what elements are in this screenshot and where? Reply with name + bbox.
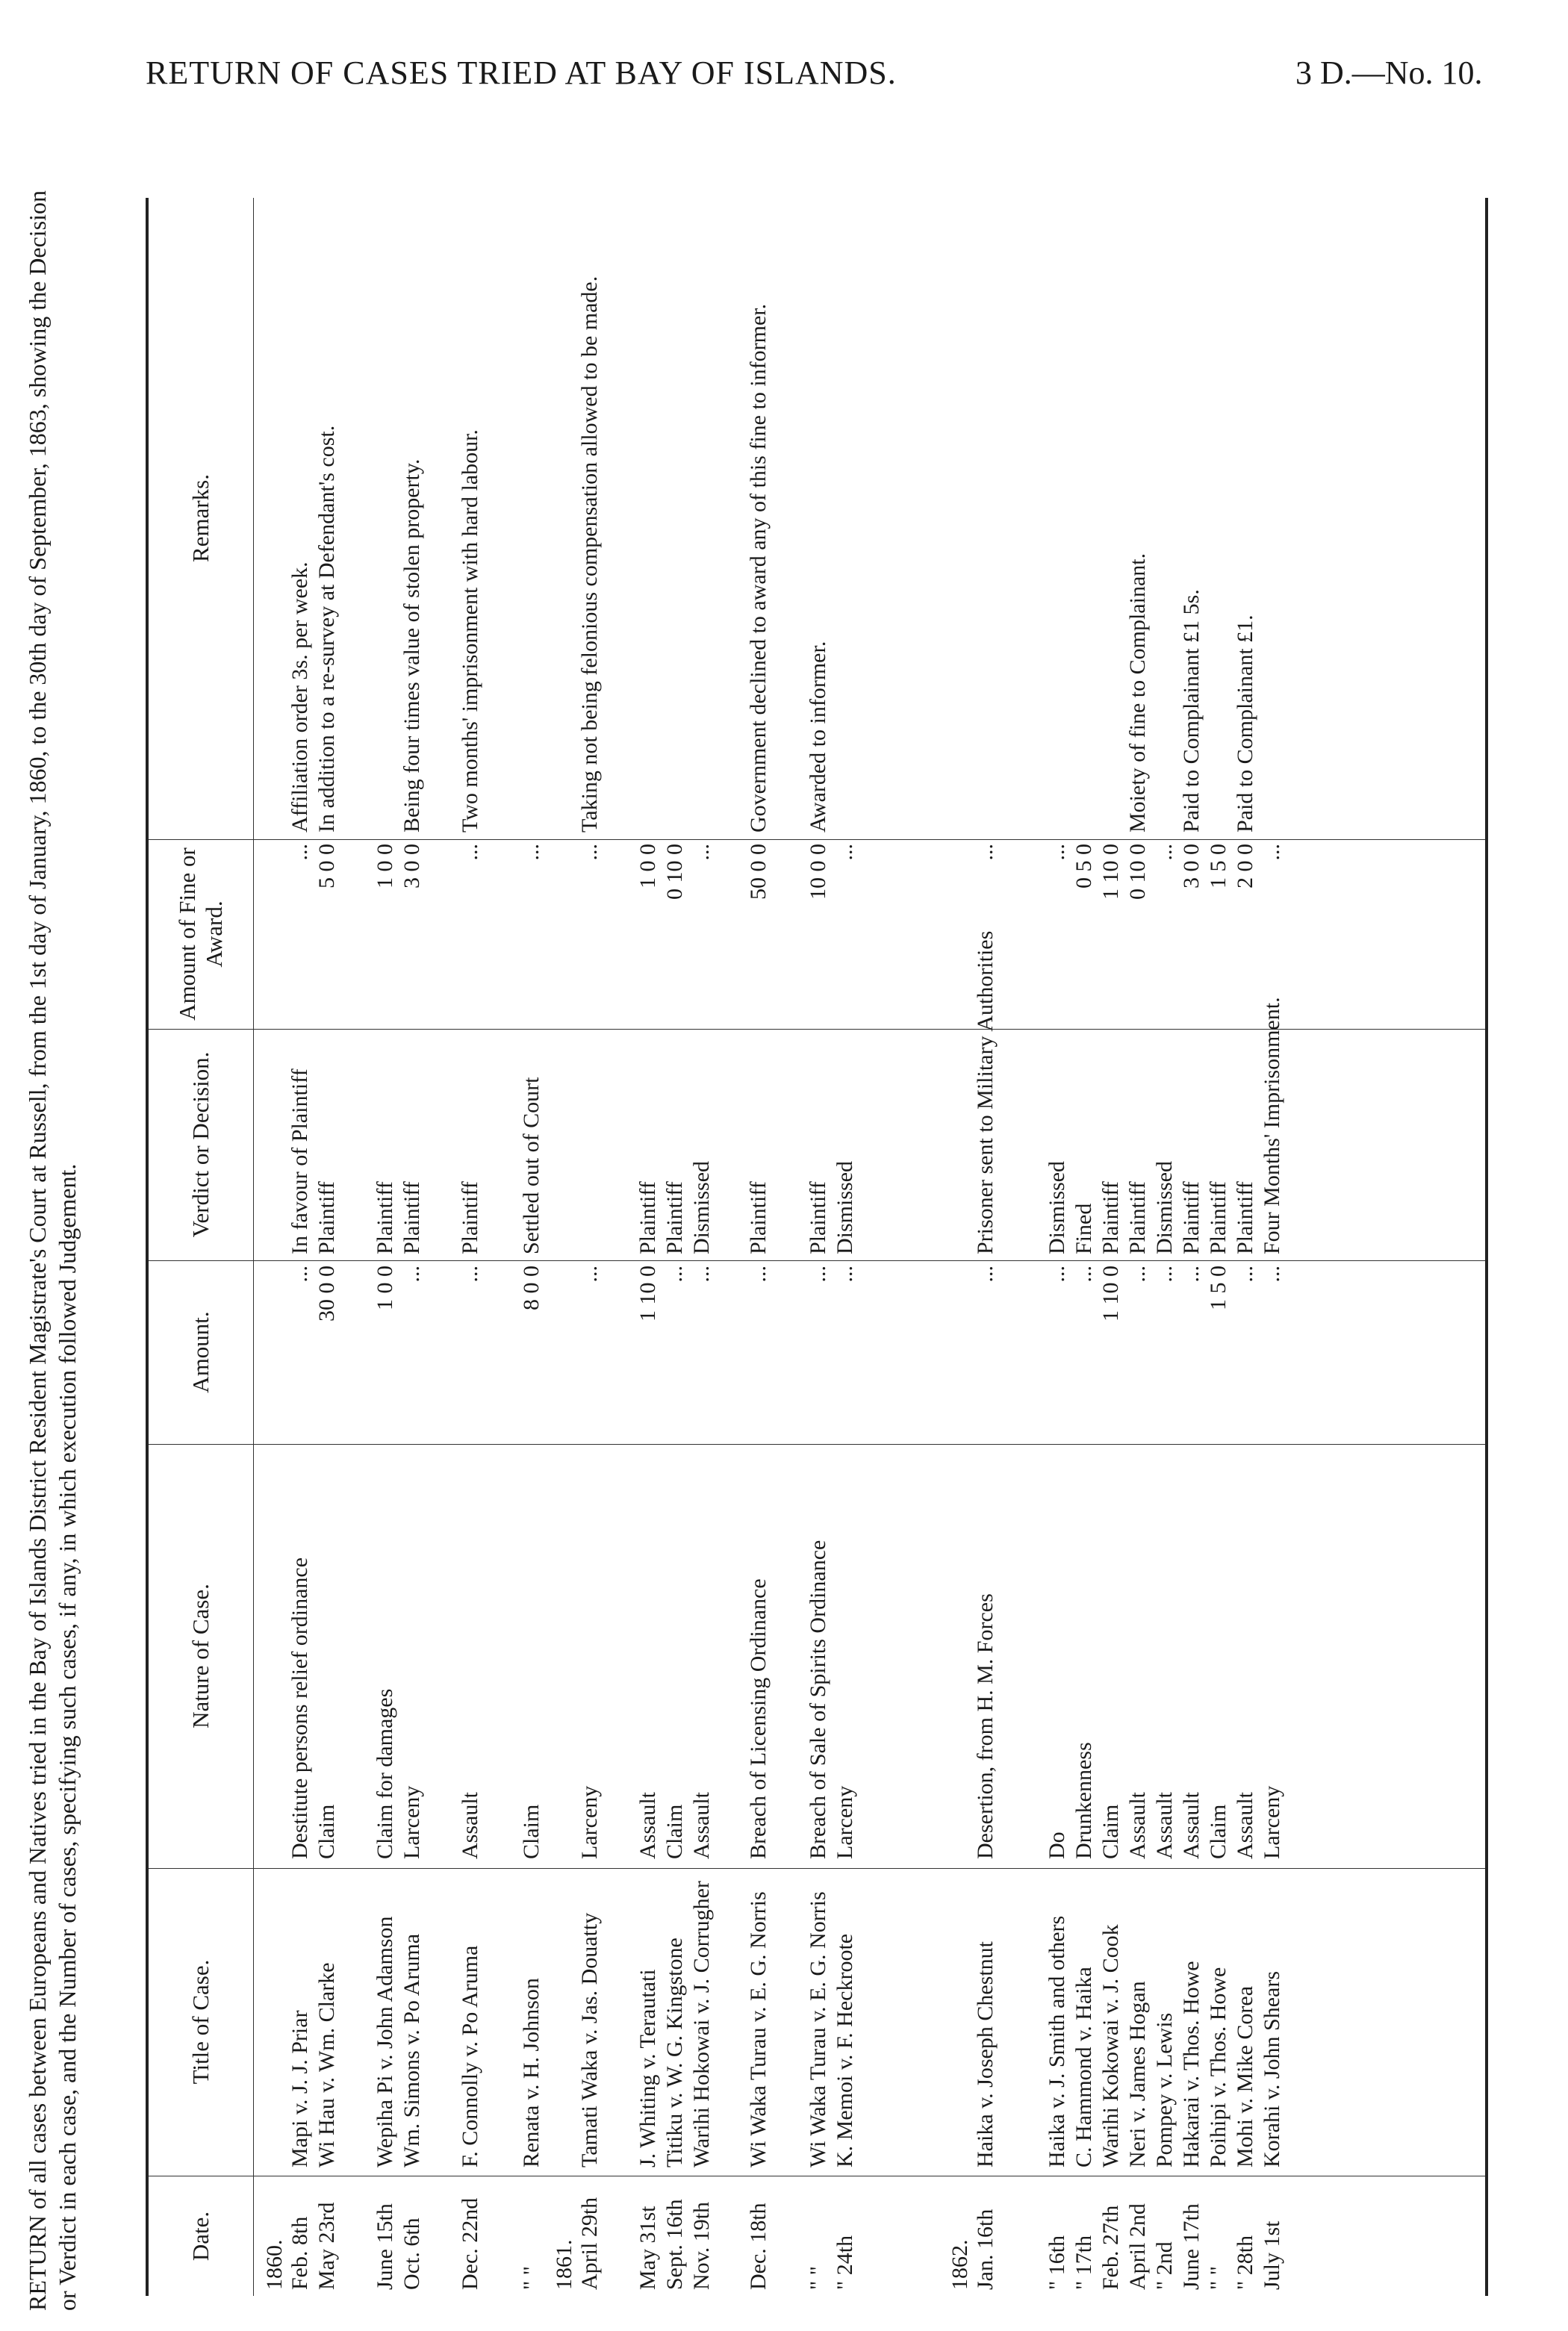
cell-fine: ... xyxy=(1152,844,1177,861)
year-1862: 1862. xyxy=(948,2239,972,2290)
cell-amount: ... xyxy=(1233,1266,1257,1283)
cell-verdict: Plaintiff xyxy=(1233,1181,1257,1254)
cell-verdict: Plaintiff xyxy=(1206,1181,1231,1254)
cell-title: F. Connolly v. Po Aruma xyxy=(458,1945,482,2167)
cell-verdict: Plaintiff xyxy=(458,1181,482,1254)
cell-fine: ... xyxy=(1045,844,1069,861)
column-header-fine: Amount of Fine or Award. xyxy=(174,847,227,1021)
column-header-remarks: Remarks. xyxy=(187,474,214,562)
cell-verdict: Plaintiff xyxy=(1179,1181,1204,1254)
rotated-page-content xyxy=(22,146,1546,2311)
cell-amount: ... xyxy=(662,1266,687,1283)
column-header-title: Title of Case. xyxy=(187,1959,214,2085)
cell-verdict: Dismissed xyxy=(689,1160,714,1254)
cell-fine: 1 0 0 xyxy=(373,844,397,888)
cell-date: Nov. 19th xyxy=(689,2201,714,2290)
cell-title: Wi Waka Turau v. E. G. Norris xyxy=(806,1891,830,2167)
cell-amount: ... xyxy=(458,1266,482,1283)
cell-remarks: Affiliation order 3s. per week. xyxy=(287,561,312,832)
cell-title: Haika v. Joseph Chestnut xyxy=(973,1941,998,2167)
cell-amount: ... xyxy=(973,1266,998,1283)
cell-verdict: Plaintiff xyxy=(373,1181,397,1254)
cell-remarks: Government declined to award any of this fine to informer. xyxy=(746,303,771,832)
cell-remarks: Paid to Complainant £1 5s. xyxy=(1179,589,1204,832)
cell-date: " 24th xyxy=(833,2235,857,2290)
cell-date: Feb. 8th xyxy=(287,2216,312,2290)
document-reference: 3 D.—No. 10. xyxy=(1295,55,1483,91)
cell-date: " 16th xyxy=(1045,2235,1069,2290)
cell-fine: 50 0 0 xyxy=(746,844,771,900)
cell-verdict: Dismissed xyxy=(833,1160,857,1254)
cell-date: May 23rd xyxy=(314,2202,339,2290)
cell-nature: Drunkenness xyxy=(1071,1742,1096,1859)
cell-remarks: Paid to Complainant £1. xyxy=(1233,614,1257,832)
cell-nature: Assault xyxy=(1179,1792,1204,1859)
cell-title: C. Hammond v. Haika xyxy=(1071,1967,1096,2167)
cell-nature: Claim xyxy=(519,1804,544,1859)
cell-fine: ... xyxy=(287,844,312,861)
cell-nature: Desertion, from H. M. Forces xyxy=(973,1593,998,1859)
cell-nature: Claim xyxy=(314,1804,339,1859)
cell-verdict: Fined xyxy=(1071,1203,1096,1254)
header-rule xyxy=(253,198,254,2296)
cell-title: Korahi v. John Shears xyxy=(1260,1970,1284,2167)
cell-date: June 15th xyxy=(373,2203,397,2290)
cell-amount: ... xyxy=(689,1266,714,1283)
cell-title: Pompey v. Lewis xyxy=(1152,2012,1177,2167)
cell-remarks: Two months' imprisonment with hard labour. xyxy=(458,429,482,832)
cell-nature: Assault xyxy=(635,1792,660,1859)
cell-title: Warihi Kokowai v. J. Cook xyxy=(1098,1924,1123,2167)
column-header-date: Date. xyxy=(187,2211,214,2262)
cell-title: Titiku v. W. G. Kingstone xyxy=(662,1938,687,2167)
cell-nature: Claim xyxy=(662,1804,687,1859)
cell-title: Haika v. J. Smith and others xyxy=(1045,1915,1069,2167)
cell-title: Wepiha Pi v. John Adamson xyxy=(373,1916,397,2167)
cell-title: Mohi v. Mike Corea xyxy=(1233,1985,1257,2167)
column-header-amount: Amount. xyxy=(187,1311,214,1393)
cell-date: Dec. 22nd xyxy=(458,2197,482,2290)
cell-amount: ... xyxy=(746,1266,771,1283)
cell-fine: 0 10 0 xyxy=(662,844,687,900)
cell-title: Neri v. James Hogan xyxy=(1125,1981,1150,2167)
cell-nature: Destitute persons relief ordinance xyxy=(287,1557,312,1859)
cell-fine: ... xyxy=(577,844,602,861)
cell-verdict: In favour of Plaintiff xyxy=(287,1068,312,1254)
cell-fine: ... xyxy=(689,844,714,861)
cell-nature: Larceny xyxy=(833,1785,857,1859)
cell-remarks: In addition to a re-survey at Defendant's cost. xyxy=(314,425,339,832)
cell-title: Poihipi v. Thos. Howe xyxy=(1206,1967,1231,2167)
cell-amount: ... xyxy=(1152,1266,1177,1283)
cell-title: Wm. Simons v. Po Aruma xyxy=(399,1933,424,2167)
page-header xyxy=(0,0,1568,112)
cell-amount: ... xyxy=(833,1266,857,1283)
cell-title: Wi Hau v. Wm. Clarke xyxy=(314,1962,339,2167)
cell-remarks: Being four times value of stolen property. xyxy=(399,458,424,832)
cell-verdict: Plaintiff xyxy=(635,1181,660,1254)
cases-table xyxy=(146,198,1488,2296)
cell-verdict: Plaintiff xyxy=(662,1181,687,1254)
cell-fine: ... xyxy=(519,844,544,861)
cell-date: Dec. 18th xyxy=(746,2203,771,2290)
cell-date: " 17th xyxy=(1071,2235,1096,2290)
cell-amount: 1 5 0 xyxy=(1206,1266,1231,1310)
year-1861: 1861. xyxy=(552,2239,576,2290)
cell-nature: Larceny xyxy=(577,1785,602,1859)
cell-fine: ... xyxy=(833,844,857,861)
cell-amount: ... xyxy=(1125,1266,1150,1283)
cell-fine: 0 5 0 xyxy=(1071,844,1096,888)
cell-title: Tamati Waka v. Jas. Douatty xyxy=(577,1912,602,2167)
cell-nature: Larceny xyxy=(1260,1785,1284,1859)
cell-verdict: Plaintiff xyxy=(806,1181,830,1254)
cell-title: Renata v. H. Johnson xyxy=(519,1978,544,2167)
cell-amount: ... xyxy=(1260,1266,1284,1283)
cell-nature: Breach of Sale of Spirits Ordinance xyxy=(806,1540,830,1859)
cell-date: Sept. 16th xyxy=(662,2199,687,2290)
cell-remarks: Taking not being felonious compensation allowed to be made. xyxy=(577,276,602,832)
cell-title: J. Whiting v. Terautati xyxy=(635,1969,660,2167)
cell-amount: ... xyxy=(399,1266,424,1283)
cell-amount: 8 0 0 xyxy=(519,1266,544,1310)
cell-title: Warihi Hokowai v. J. Corrugher xyxy=(689,1881,714,2167)
cell-date: June 17th xyxy=(1179,2203,1204,2290)
cell-verdict: Settled out of Court xyxy=(519,1077,544,1254)
cell-nature: Claim for damages xyxy=(373,1688,397,1859)
cell-fine: ... xyxy=(973,844,998,861)
cell-fine: 0 10 0 xyxy=(1125,844,1150,900)
cell-fine: ... xyxy=(1260,844,1284,861)
cell-date: " " xyxy=(1206,2266,1231,2290)
cell-fine: 5 0 0 xyxy=(314,844,339,888)
cell-verdict: Plaintiff xyxy=(746,1181,771,1254)
cell-remarks: Awarded to informer. xyxy=(806,641,830,832)
cell-amount: 30 0 0 xyxy=(314,1266,339,1322)
cell-nature: Larceny xyxy=(399,1785,424,1859)
cell-verdict: Prisoner sent to Military Authorities xyxy=(973,930,998,1254)
cell-date: July 1st xyxy=(1260,2220,1284,2290)
cell-fine: 3 0 0 xyxy=(1179,844,1204,888)
cell-date: Feb. 27th xyxy=(1098,2205,1123,2290)
column-header-nature: Nature of Case. xyxy=(187,1584,214,1728)
cell-nature: Claim xyxy=(1098,1804,1123,1859)
cell-title: Wi Waka Turau v. E. G. Norris xyxy=(746,1891,771,2167)
cell-nature: Assault xyxy=(689,1792,714,1859)
cell-title: K. Memoi v. F. Heckroote xyxy=(833,1933,857,2167)
cell-verdict: Dismissed xyxy=(1045,1160,1069,1254)
cell-nature: Assault xyxy=(458,1792,482,1859)
cell-nature: Claim xyxy=(1206,1804,1231,1859)
cell-amount: ... xyxy=(287,1266,312,1283)
return-intro-text: RETURN of all cases between Europeans and Natives tried in the Bay of Islands District Resident Magistrate's Court at Russell, from the 1st day of January, 1860, to the 30th day of September, 1863, showing the Decision or Verdict in each case, and the Number of cases, specifying such cases, if any, in which execution followed Judgement. xyxy=(24,190,81,2311)
cell-fine: ... xyxy=(458,844,482,861)
page-title: RETURN OF CASES TRIED AT BAY OF ISLANDS. xyxy=(146,55,897,91)
cell-fine: 3 0 0 xyxy=(399,844,424,888)
cell-fine: 1 5 0 xyxy=(1206,844,1231,888)
cell-date: Oct. 6th xyxy=(399,2218,424,2290)
cell-verdict: Dismissed xyxy=(1152,1160,1177,1254)
cell-date: May 31st xyxy=(635,2206,660,2290)
cell-date: " " xyxy=(519,2266,544,2290)
column-header-verdict: Verdict or Decision. xyxy=(187,1051,214,1238)
cell-verdict: Four Months' Imprisonment. xyxy=(1260,997,1284,1254)
cell-date: " 2nd xyxy=(1152,2241,1177,2290)
cell-date: " 28th xyxy=(1233,2235,1257,2290)
cell-nature: Assault xyxy=(1125,1792,1150,1859)
cell-amount: 1 10 0 xyxy=(635,1266,660,1322)
cell-amount: ... xyxy=(1071,1266,1096,1283)
cell-title: Mapi v. J. J. Priar xyxy=(287,2010,312,2167)
cell-amount: 1 10 0 xyxy=(1098,1266,1123,1322)
cell-verdict: Plaintiff xyxy=(314,1181,339,1254)
cell-nature: Assault xyxy=(1233,1792,1257,1859)
cell-amount: ... xyxy=(806,1266,830,1283)
cell-fine: 1 10 0 xyxy=(1098,844,1123,900)
cell-verdict: Plaintiff xyxy=(399,1181,424,1254)
cell-amount: ... xyxy=(1179,1266,1204,1283)
cell-fine: 2 0 0 xyxy=(1233,844,1257,888)
cell-amount: ... xyxy=(577,1266,602,1283)
cell-nature: Do xyxy=(1045,1832,1069,1859)
cell-verdict: Plaintiff xyxy=(1125,1181,1150,1254)
cell-date: Jan. 16th xyxy=(973,2209,998,2290)
cell-nature: Assault xyxy=(1152,1792,1177,1859)
cell-remarks: Moiety of fine to Complainant. xyxy=(1125,553,1150,832)
cell-date: April 29th xyxy=(577,2197,602,2290)
cell-verdict: Plaintiff xyxy=(1098,1181,1123,1254)
cell-title: Hakarai v. Thos. Howe xyxy=(1179,1961,1204,2167)
year-1860: 1860. xyxy=(262,2239,287,2290)
cell-fine: 10 0 0 xyxy=(806,844,830,900)
cell-fine: 1 0 0 xyxy=(635,844,660,888)
cell-date: " " xyxy=(806,2266,830,2290)
cell-date: April 2nd xyxy=(1125,2203,1150,2290)
cell-amount: ... xyxy=(1045,1266,1069,1283)
cell-amount: 1 0 0 xyxy=(373,1266,397,1310)
cell-nature: Breach of Licensing Ordinance xyxy=(746,1578,771,1859)
